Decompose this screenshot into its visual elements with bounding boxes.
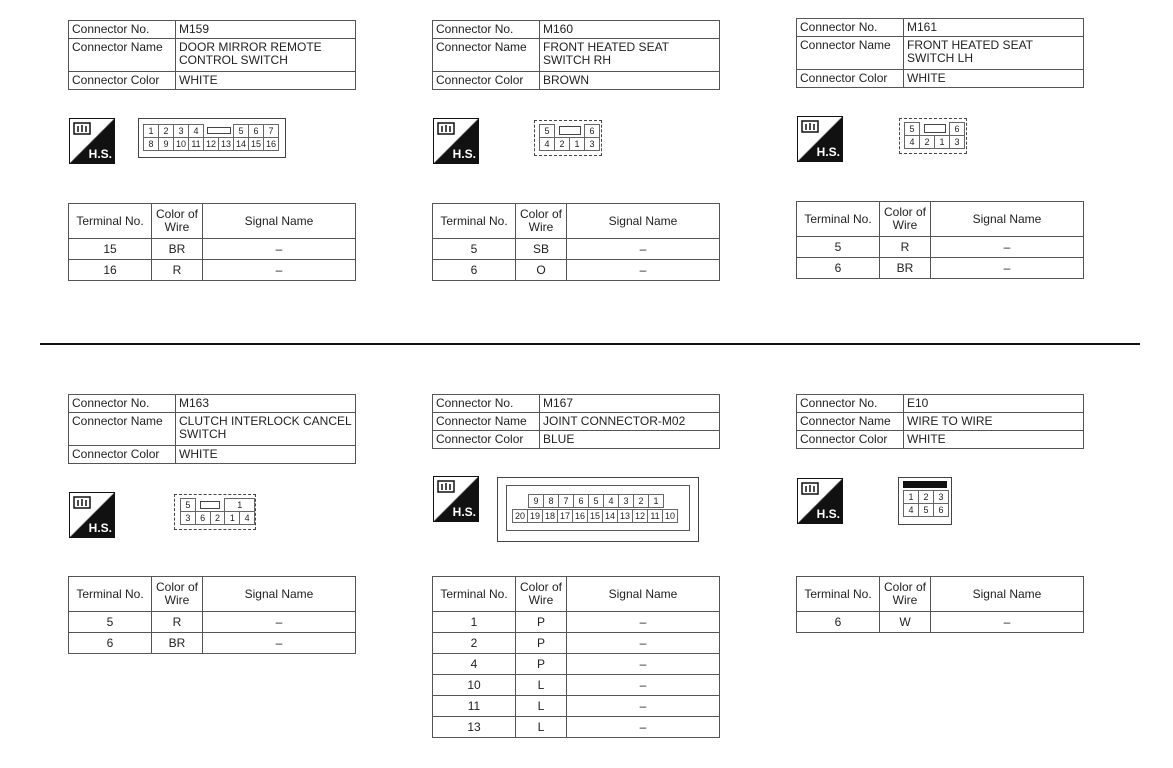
terminal-no-header: Terminal No.: [797, 202, 880, 237]
pin: 2: [159, 125, 174, 138]
pin: 15: [249, 138, 264, 151]
pin: 1: [904, 491, 919, 504]
connector-face-m163: [174, 494, 256, 530]
pin: 2: [634, 495, 649, 508]
wire-color-cell: P: [516, 633, 567, 654]
pin: 12: [204, 138, 219, 151]
table-row: [433, 633, 720, 654]
connector-symbol-icon: [801, 482, 819, 496]
connector-face-m167: [497, 477, 699, 542]
connector-color-value: WHITE: [176, 446, 356, 464]
connector-no-value: M159: [176, 21, 356, 39]
terminal-no-header: Terminal No.: [69, 204, 152, 239]
signal-name-cell: –: [203, 612, 356, 633]
pin: 11: [648, 510, 663, 523]
connector-name-label: Connector Name: [69, 413, 176, 446]
connector-name-value: FRONT HEATED SEAT SWITCH RH: [540, 39, 720, 72]
wire-color-header: Color of Wire: [152, 204, 203, 239]
connector-color-label: Connector Color: [797, 431, 904, 449]
table-row: [433, 612, 720, 633]
terminal-block-m163: [68, 576, 356, 654]
signal-name-header: Signal Name: [567, 577, 720, 612]
wire-color-header: Color of Wire: [880, 202, 931, 237]
connector-no-label: Connector No.: [797, 395, 904, 413]
connector-name-label: Connector Name: [797, 37, 904, 70]
wire-color-cell: O: [516, 260, 567, 281]
connector-no-label: Connector No.: [69, 21, 176, 39]
connector-name-label: Connector Name: [433, 39, 540, 72]
connector-face-e10: [898, 477, 952, 525]
pin: 18: [543, 510, 558, 523]
pin: 1: [570, 138, 585, 151]
pin: 5: [905, 123, 920, 136]
table-row: [69, 633, 356, 654]
terminal-no-cell: 5: [797, 237, 880, 258]
wire-color-cell: L: [516, 717, 567, 738]
pin: 8: [544, 495, 559, 508]
pin: 11: [189, 138, 204, 151]
pin: 14: [603, 510, 618, 523]
pin: 5: [540, 125, 555, 138]
pin: 1: [225, 499, 255, 512]
pin: 3: [174, 125, 189, 138]
connector-face-m161: [899, 118, 967, 154]
pin: 16: [573, 510, 588, 523]
pin: 6: [574, 495, 589, 508]
pin: 4: [904, 504, 919, 517]
signal-name-cell: –: [203, 239, 356, 260]
pin: 1: [935, 136, 950, 149]
connector-block-e10: [796, 394, 1084, 449]
pin: 4: [540, 138, 555, 151]
pin-gap: [195, 499, 225, 512]
pin: 6: [934, 504, 949, 517]
hs-label: H.S.: [816, 145, 840, 159]
signal-name-cell: –: [931, 612, 1084, 633]
pin: 9: [529, 495, 544, 508]
terminal-no-cell: 6: [69, 633, 152, 654]
connector-block-m161: [796, 18, 1084, 88]
pin-grid-bottom: [512, 509, 678, 523]
pin: 6: [195, 512, 210, 525]
connector-name-value: CLUTCH INTERLOCK CANCEL SWITCH: [176, 413, 356, 446]
hs-label: H.S.: [452, 147, 476, 161]
signal-name-cell: –: [567, 260, 720, 281]
connector-color-label: Connector Color: [797, 70, 904, 88]
table-row: [69, 239, 356, 260]
pin: 8: [144, 138, 159, 151]
terminal-table: [796, 201, 1084, 279]
terminal-no-cell: 5: [69, 612, 152, 633]
terminal-no-cell: 10: [433, 675, 516, 696]
terminal-no-header: Terminal No.: [433, 577, 516, 612]
signal-name-cell: –: [567, 717, 720, 738]
wire-color-cell: P: [516, 612, 567, 633]
wire-color-cell: BR: [880, 258, 931, 279]
connector-name-label: Connector Name: [797, 413, 904, 431]
terminal-no-cell: 2: [433, 633, 516, 654]
connector-color-value: WHITE: [176, 72, 356, 90]
signal-name-cell: –: [567, 633, 720, 654]
terminal-no-cell: 5: [433, 239, 516, 260]
signal-name-cell: –: [203, 633, 356, 654]
wire-color-cell: BR: [152, 239, 203, 260]
terminal-no-cell: 11: [433, 696, 516, 717]
terminal-block-e10: [796, 576, 1084, 633]
pin-grid: [904, 122, 965, 149]
section-divider: [40, 343, 1140, 345]
connector-color-label: Connector Color: [433, 431, 540, 449]
table-row: [797, 612, 1084, 633]
pin: 12: [633, 510, 648, 523]
wire-color-cell: R: [152, 612, 203, 633]
pin: 17: [558, 510, 573, 523]
hs-icon: [433, 476, 479, 522]
signal-name-header: Signal Name: [931, 202, 1084, 237]
signal-name-header: Signal Name: [203, 577, 356, 612]
connector-info-table: [796, 394, 1084, 449]
table-row: [433, 717, 720, 738]
signal-name-header: Signal Name: [931, 577, 1084, 612]
pin: 3: [934, 491, 949, 504]
hs-label: H.S.: [816, 507, 840, 521]
connector-color-value: WHITE: [904, 70, 1084, 88]
connector-face-m159: [138, 118, 286, 158]
pin: 5: [589, 495, 604, 508]
pin: 6: [585, 125, 600, 138]
connector-face-m160: [534, 120, 602, 156]
pin: 6: [950, 123, 965, 136]
connector-block-m159: [68, 20, 356, 90]
connector-lock-bar: [903, 481, 947, 488]
pin: 5: [181, 499, 196, 512]
terminal-table: [432, 576, 720, 738]
pin: 1: [144, 125, 159, 138]
table-row: [433, 260, 720, 281]
pin: 4: [189, 125, 204, 138]
pin-grid-top: [528, 494, 664, 508]
connector-no-value: M163: [176, 395, 356, 413]
terminal-table: [432, 203, 720, 281]
table-row: [433, 696, 720, 717]
wire-color-header: Color of Wire: [880, 577, 931, 612]
pin: 9: [159, 138, 174, 151]
pin: 2: [919, 491, 934, 504]
pin: 5: [234, 125, 249, 138]
terminal-no-header: Terminal No.: [433, 204, 516, 239]
hs-label: H.S.: [88, 521, 112, 535]
terminal-no-cell: 16: [69, 260, 152, 281]
wire-color-header: Color of Wire: [516, 577, 567, 612]
pin-gap: [204, 125, 234, 138]
wire-color-cell: L: [516, 675, 567, 696]
pin: 1: [225, 512, 240, 525]
hs-icon: [797, 116, 843, 162]
wire-color-cell: W: [880, 612, 931, 633]
terminal-no-cell: 6: [797, 258, 880, 279]
pin: 10: [174, 138, 189, 151]
connector-no-label: Connector No.: [69, 395, 176, 413]
terminal-table: [796, 576, 1084, 633]
terminal-no-header: Terminal No.: [797, 577, 880, 612]
signal-name-header: Signal Name: [567, 204, 720, 239]
pin: 10: [663, 510, 678, 523]
pin: 6: [249, 125, 264, 138]
wire-color-cell: BR: [152, 633, 203, 654]
connector-color-value: BROWN: [540, 72, 720, 90]
pin: 4: [240, 512, 255, 525]
pin: 16: [264, 138, 279, 151]
connector-block-m160: [432, 20, 720, 90]
connector-no-label: Connector No.: [797, 19, 904, 37]
table-row: [433, 675, 720, 696]
pin: 19: [528, 510, 543, 523]
hs-icon: [797, 478, 843, 524]
table-row: [797, 237, 1084, 258]
pin-grid: [903, 490, 949, 517]
pin-grid: [143, 124, 279, 151]
signal-name-header: Signal Name: [203, 204, 356, 239]
table-row: [433, 239, 720, 260]
table-row: [69, 612, 356, 633]
connector-no-label: Connector No.: [433, 395, 540, 413]
terminal-no-cell: 13: [433, 717, 516, 738]
connector-name-label: Connector Name: [433, 413, 540, 431]
signal-name-cell: –: [567, 654, 720, 675]
hs-icon: [433, 118, 479, 164]
connector-color-label: Connector Color: [433, 72, 540, 90]
connector-name-value: DOOR MIRROR REMOTE CONTROL SWITCH: [176, 39, 356, 72]
pin-grid: [180, 498, 255, 525]
pin: 15: [588, 510, 603, 523]
hs-icon: [69, 118, 115, 164]
pin: 2: [920, 136, 935, 149]
connector-symbol-icon: [801, 120, 819, 134]
connector-info-table: [432, 394, 720, 449]
terminal-block-m159: [68, 203, 356, 281]
pin: 5: [919, 504, 934, 517]
wire-color-cell: SB: [516, 239, 567, 260]
connector-no-value: M160: [540, 21, 720, 39]
connector-symbol-icon: [73, 122, 91, 136]
terminal-no-cell: 6: [797, 612, 880, 633]
pin: 2: [210, 512, 225, 525]
connector-color-value: WHITE: [904, 431, 1084, 449]
pin: 4: [905, 136, 920, 149]
pin: 7: [264, 125, 279, 138]
connector-no-value: E10: [904, 395, 1084, 413]
signal-name-cell: –: [567, 612, 720, 633]
pin: 3: [619, 495, 634, 508]
hs-label: H.S.: [88, 147, 112, 161]
connector-info-table: [796, 18, 1084, 88]
table-row: [433, 654, 720, 675]
pin-gap: [920, 123, 950, 136]
signal-name-cell: –: [203, 260, 356, 281]
pin: 13: [618, 510, 633, 523]
terminal-no-cell: 6: [433, 260, 516, 281]
wire-color-cell: P: [516, 654, 567, 675]
connector-info-table: [68, 20, 356, 90]
terminal-no-cell: 1: [433, 612, 516, 633]
connector-name-value: FRONT HEATED SEAT SWITCH LH: [904, 37, 1084, 70]
pin: 2: [555, 138, 570, 151]
connector-info-table: [432, 20, 720, 90]
terminal-no-cell: 4: [433, 654, 516, 675]
connector-color-value: BLUE: [540, 431, 720, 449]
connector-no-value: M167: [540, 395, 720, 413]
wire-color-header: Color of Wire: [152, 577, 203, 612]
connector-no-label: Connector No.: [433, 21, 540, 39]
pin-grid: [539, 124, 600, 151]
pin: 20: [513, 510, 528, 523]
connector-block-m163: [68, 394, 356, 464]
pin: 3: [950, 136, 965, 149]
pin-gap: [555, 125, 585, 138]
hs-label: H.S.: [452, 505, 476, 519]
wire-color-header: Color of Wire: [516, 204, 567, 239]
pin: 4: [604, 495, 619, 508]
terminal-block-m160: [432, 203, 720, 281]
wire-color-cell: R: [880, 237, 931, 258]
pin: 13: [219, 138, 234, 151]
wire-color-cell: R: [152, 260, 203, 281]
signal-name-cell: –: [567, 239, 720, 260]
pin: 14: [234, 138, 249, 151]
signal-name-cell: –: [567, 696, 720, 717]
terminal-table: [68, 576, 356, 654]
pin: 3: [181, 512, 196, 525]
table-row: [797, 258, 1084, 279]
terminal-block-m167: [432, 576, 720, 738]
hs-icon: [69, 492, 115, 538]
signal-name-cell: –: [931, 258, 1084, 279]
connector-housing: [506, 485, 690, 531]
terminal-no-header: Terminal No.: [69, 577, 152, 612]
connector-name-label: Connector Name: [69, 39, 176, 72]
table-row: [69, 260, 356, 281]
connector-name-value: JOINT CONNECTOR-M02: [540, 413, 720, 431]
connector-no-value: M161: [904, 19, 1084, 37]
connector-color-label: Connector Color: [69, 72, 176, 90]
wire-color-cell: L: [516, 696, 567, 717]
signal-name-cell: –: [567, 675, 720, 696]
signal-name-cell: –: [931, 237, 1084, 258]
connector-info-table: [68, 394, 356, 464]
connector-name-value: WIRE TO WIRE: [904, 413, 1084, 431]
connector-block-m167: [432, 394, 720, 449]
pin: 3: [585, 138, 600, 151]
pin: 7: [559, 495, 574, 508]
connector-symbol-icon: [73, 496, 91, 510]
terminal-table: [68, 203, 356, 281]
terminal-no-cell: 15: [69, 239, 152, 260]
connector-symbol-icon: [437, 480, 455, 494]
connector-symbol-icon: [437, 122, 455, 136]
connector-color-label: Connector Color: [69, 446, 176, 464]
pin: 1: [649, 495, 664, 508]
terminal-block-m161: [796, 201, 1084, 279]
